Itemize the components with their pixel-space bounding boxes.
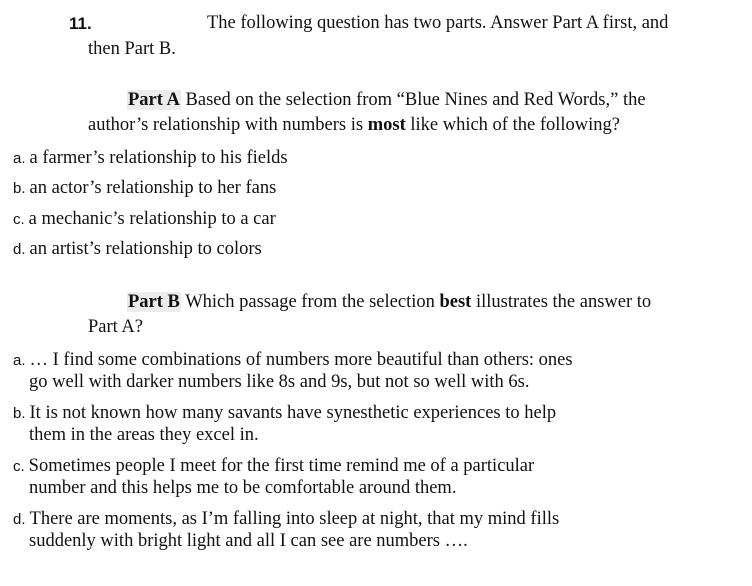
part-a-choice-a[interactable] [13, 147, 288, 169]
part-b-prompt-text: illustrates the answer to [475, 292, 652, 312]
choice-text-line-1: There are moments, as I’m falling into sleep at night, that my mind fills [29, 509, 560, 529]
part-a-emphasis: most [367, 115, 406, 135]
part-b-choice-b[interactable] [13, 402, 556, 446]
question-intro-line-1: The following question has two parts. Answer Part A first, and [207, 13, 669, 33]
part-b-label: Part B [128, 292, 180, 312]
choice-text: a mechanic’s relationship to a car [28, 209, 276, 229]
choice-letter: b. [13, 180, 26, 197]
choice-text: an actor’s relationship to her fans [29, 178, 277, 198]
part-b-prompt-line-2: Part A? [88, 317, 143, 337]
question-number: 11. [69, 14, 92, 33]
part-a-choice-c[interactable] [13, 208, 276, 230]
choice-text-line-2: number and this helps me to be comfortable around them. [29, 478, 457, 498]
choice-text-line-1: It is not known how many savants have synesthetic experiences to help [29, 403, 557, 423]
part-a-prompt-line-1: Based on the selection from “Blue Nines and Red Words,” the [185, 90, 646, 110]
part-b-choice-a[interactable] [13, 349, 573, 393]
choice-letter: b. [13, 405, 26, 422]
choice-text-line-1: Sometimes people I meet for the first time remind me of a particular [28, 456, 535, 476]
choice-text-line-2: them in the areas they excel in. [29, 425, 259, 445]
choice-letter: c. [13, 458, 25, 475]
part-b-choice-c[interactable] [13, 455, 534, 499]
choice-letter: a. [13, 150, 26, 167]
part-b-emphasis: best [439, 292, 472, 312]
part-a-choice-d[interactable] [13, 238, 262, 260]
part-a-prompt-line-2 [88, 114, 620, 136]
part-a-prompt-text: author’s relationship with numbers is [88, 115, 364, 135]
choice-text-line-2: go well with darker numbers like 8s and 9s, but not so well with 6s. [29, 372, 530, 392]
choice-text-line-1: … I find some combinations of numbers more beautiful than others: ones [29, 350, 573, 370]
choice-text: a farmer’s relationship to his fields [29, 148, 288, 168]
part-a-prompt-text: like which of the following? [410, 115, 620, 135]
choice-letter: a. [13, 352, 26, 369]
choice-letter: d. [13, 511, 26, 528]
choice-letter: c. [13, 211, 25, 228]
part-b-choice-d[interactable] [13, 508, 559, 552]
choice-letter: d. [13, 241, 26, 258]
part-b-prompt-text: Which passage from the selection [185, 292, 435, 312]
part-a-choice-b[interactable] [13, 177, 276, 199]
part-a-prompt [127, 89, 646, 111]
part-b-prompt [127, 291, 651, 313]
part-a-label: Part A [128, 90, 180, 110]
choice-text: an artist’s relationship to colors [29, 239, 262, 259]
question-intro-line-2: then Part B. [88, 39, 176, 59]
choice-text-line-2: suddenly with bright light and all I can see are numbers …. [29, 531, 468, 551]
